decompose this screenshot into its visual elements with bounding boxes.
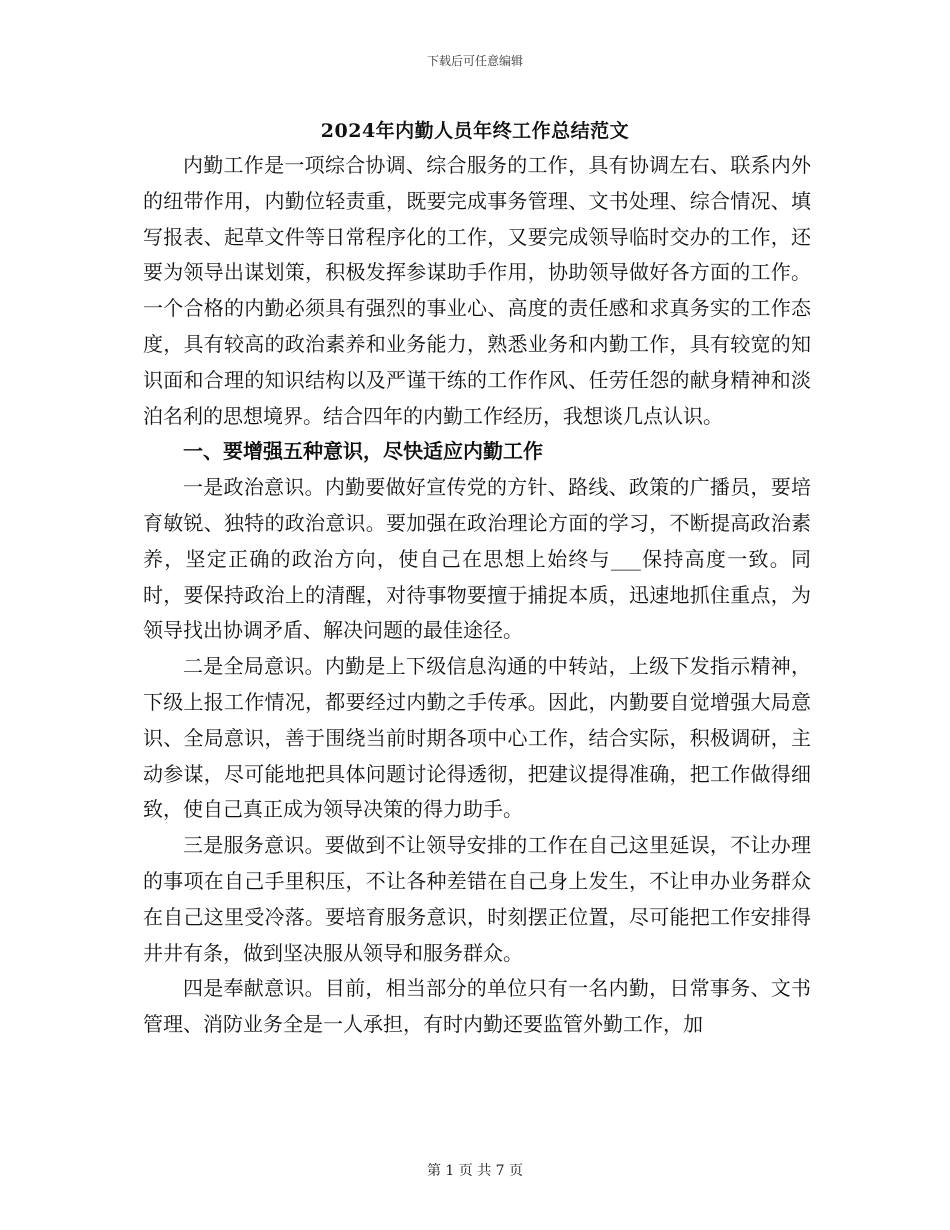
paragraph-political-awareness: 一是政治意识。内勤要做好宣传党的方针、路线、政策的广播员，要培育敏锐、独特的政治意识。要加强在政治理论方面的学习，不断提高政治素养，坚定正确的政治方向，使自己在思想上始终与___保持高度一致。同时，要保持政治上的清醒，对待事物要擅于捕捉本质，迅速地抓住重点，为领导找出协调矛盾、解决问题的最佳途径。	[143, 475, 811, 643]
intro-paragraph: 内勤工作是一项综合协调、综合服务的工作，具有协调左右、联系内外的纽带作用，内勤位轻责重，既要完成事务管理、文书处理、综合情况、填写报表、起草文件等日常程序化的工作，又要完成领导临时交办的工作，还要为领导出谋划策，积极发挥参谋助手作用，协助领导做好各方面的工作。一个合格的内勤必须具有强烈的事业心、高度的责任感和求真务实的工作态度，具有较高的政治素养和业务能力，熟悉业务和内勤工作，具有较宽的知识面和合理的知识结构以及严谨干练的工作作风、任劳任怨的献身精神和淡泊名利的思想境界。结合四年的内勤工作经历，我想谈几点认识。	[143, 153, 811, 428]
document-title: 2024年内勤人员年终工作总结范文	[320, 120, 630, 142]
paragraph-overall-awareness: 二是全局意识。内勤是上下级信息沟通的中转站，上级下发指示精神，下级上报工作情况，都要经过内勤之手传承。因此，内勤要自觉增强大局意识、全局意识，善于围绕当前时期各项中心工作，结合实际，积极调研，主动参谋，尽可能地把具体问题讨论得透彻，把建议提得准确，把工作做得细致，使自己真正成为领导决策的得力助手。	[143, 654, 811, 822]
paragraph-dedication-awareness: 四是奉献意识。目前，相当部分的单位只有一名内勤，日常事务、文书管理、消防业务全是一人承担，有时内勤还要监管外勤工作，加	[143, 976, 811, 1037]
section-heading-1: 一、要增强五种意识，尽快适应内勤工作	[183, 439, 543, 464]
paragraph-service-awareness: 三是服务意识。要做到不让领导安排的工作在自己这里延误，不让办理的事项在自己手里积压，不让各种差错在自己身上发生，不让申办业务群众在自己这里受冷落。要培育服务意识，时刻摆正位置，尽可能把工作安排得井井有条，做到坚决服从领导和服务群众。	[143, 833, 811, 965]
page-footer: 第 1 页 共 7 页	[426, 1163, 524, 1179]
header-note: 下载后可任意编辑	[426, 54, 523, 68]
document-body	[143, 148, 811, 1043]
